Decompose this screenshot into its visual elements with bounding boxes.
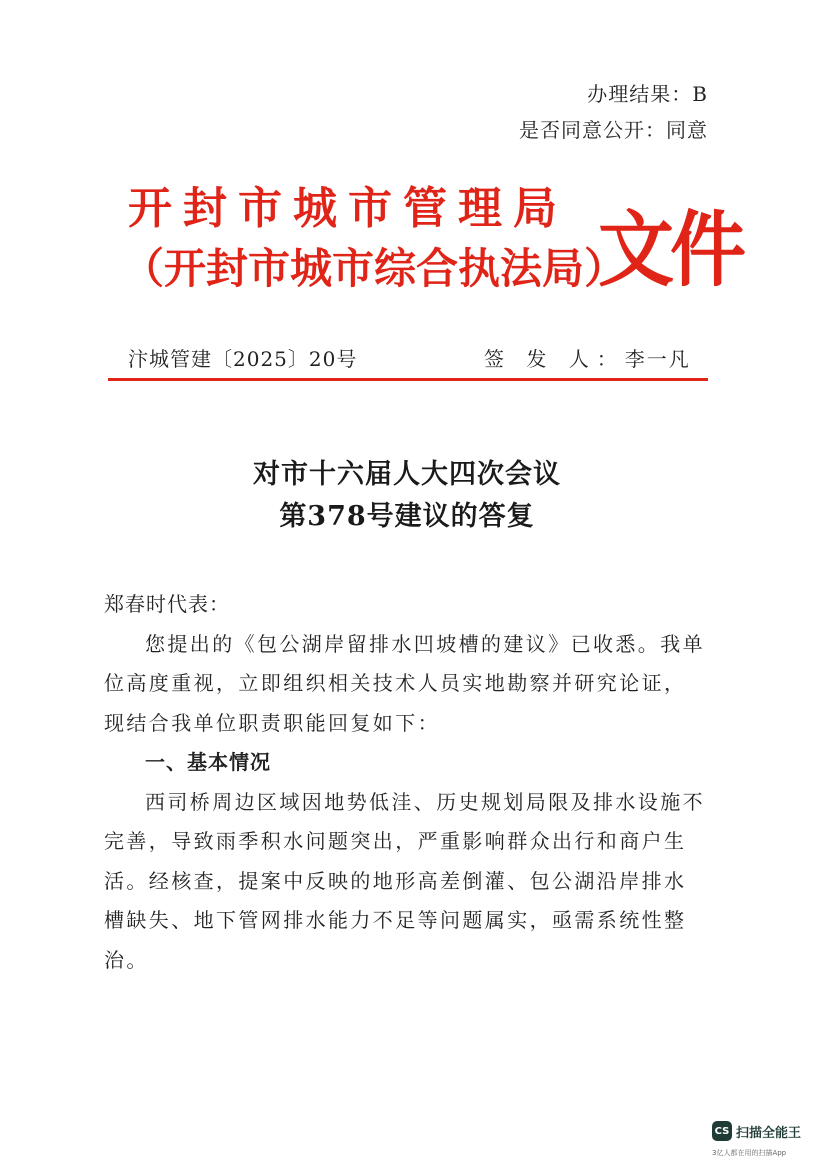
- salutation: 郑春时代表：: [104, 592, 230, 616]
- issuer-label: 签 发 人：: [484, 347, 625, 371]
- document-type-label: 文件: [598, 201, 742, 298]
- issuer: [484, 343, 691, 372]
- document-body: [104, 585, 708, 980]
- paragraph-basic-situation: 西司桥周边区域因地势低洼、历史规划局限及排水设施不完善，导致雨季积水问题突出，严重影响群众出行和商户生活。经核查，提案中反映的地形高差倒灌、包公湖沿岸排水槽缺失、地下管网排水能力不足等问题属实，亟需系统性整治。: [104, 789, 705, 972]
- document-title-line-1: 对市十六届人大四次会议: [253, 459, 561, 490]
- header-divider: [108, 378, 708, 381]
- public-disclosure-consent: 是否同意公开：同意: [519, 118, 708, 142]
- organization-name-line-1: 开封市城市管理局: [128, 183, 568, 234]
- handling-result: 办理结果：B: [587, 82, 708, 106]
- document-number: 汴城管建〔2025〕20号: [128, 347, 358, 371]
- issuer-name: 李一凡: [624, 347, 691, 371]
- paragraph-acknowledgement: 您提出的《包公湖岸留排水凹坡槽的建议》已收悉。我单位高度重视，立即组织相关技术人员实地勘察并研究论证，现结合我单位职责职能回复如下：: [104, 631, 705, 735]
- scanner-app-name: 扫描全能王: [736, 1125, 802, 1141]
- camscanner-logo-icon: CS: [712, 1121, 732, 1141]
- scanner-tagline: 3亿人都在用的扫描App: [712, 1149, 787, 1157]
- section-heading-basic-situation: 一、基本情况: [145, 750, 271, 774]
- organization-name-line-2: （开封市城市综合执法局）: [122, 244, 627, 293]
- scanner-watermark: [712, 1121, 801, 1141]
- document-title-line-2: 第378号建议的答复: [279, 501, 535, 532]
